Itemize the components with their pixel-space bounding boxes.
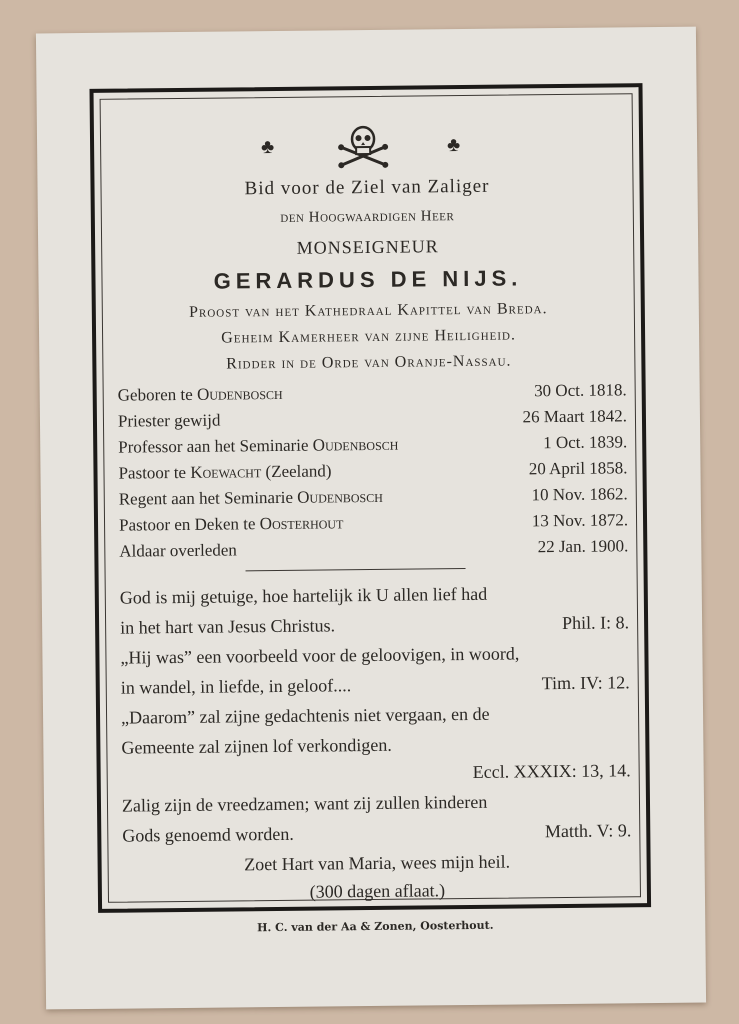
event-date: 26 Maart 1842. — [522, 406, 628, 427]
event-date: 20 April 1858. — [528, 458, 628, 479]
title-provost: Proost van het Kathedraal Kapittel van Breda. — [188, 300, 548, 321]
club-ornament-icon-left: ♣ — [260, 135, 275, 159]
verse-line: in het hart van Jesus Christus. Phil. I: 8. — [120, 612, 630, 638]
event-label: Aldaar overleden — [119, 540, 237, 561]
event-label: Regent aan het Seminarie Oudenbosch — [118, 486, 383, 509]
verse-line: Gods genoemd worden. Matth. V: 9. — [122, 820, 632, 846]
club-ornament-icon-right: ♣ — [446, 134, 461, 157]
verse-reference: Matth. V: 9. — [544, 820, 632, 842]
deceased-name: GERARDUS DE NIJS. — [213, 265, 523, 294]
verse-line — [122, 760, 631, 782]
event-date: 30 Oct. 1818. — [534, 380, 627, 401]
prayer-line: Zoet Hart van Maria, wees mijn heil. — [244, 851, 511, 875]
verse-reference: Tim. IV: 12. — [541, 672, 630, 694]
life-events — [118, 380, 629, 567]
event-label: Priester gewijd — [117, 410, 221, 431]
verse-line: in wandel, in liefde, in geloof.... Tim. IV: 12. — [120, 672, 630, 698]
event-label: Pastoor te Koewacht (Zeeland) — [118, 461, 332, 483]
verse-line: „Hij was” een voorbeeld voor de geloovigen, in woord, — [120, 643, 520, 668]
title-knight: Ridder in de Orde van Oranje-Nassau. — [226, 352, 512, 373]
title-chamberlain: Geheim Kamerheer van zijne Heiligheid. — [221, 326, 517, 347]
event-date: 1 Oct. 1839. — [543, 432, 628, 453]
event-date: 10 Nov. 1862. — [531, 484, 628, 505]
verse-line: God is mij getuige, hoe hartelijk ik U allen lief had — [119, 583, 488, 608]
verse-line: Gemeente zal zijnen lof verkondigen. — [121, 734, 392, 758]
event-row — [119, 536, 628, 567]
verse-reference: Phil. I: 8. — [561, 612, 630, 634]
skull-crossbones-icon — [333, 125, 393, 170]
printer-imprint: H. C. van der Aa & Zonen, Oosterhout. — [256, 918, 494, 935]
event-date: 22 Jan. 1900. — [537, 536, 629, 557]
mourning-border — [89, 83, 651, 913]
verse-reference: Eccl. XXXIX: 13, 14. — [472, 760, 631, 782]
indulgence-note: (300 dagen aflaat.) — [309, 880, 446, 902]
event-label: Professor aan het Seminarie Oudenbosch — [118, 434, 399, 457]
event-label: Pastoor en Deken te Oosterhout — [118, 513, 344, 535]
verse-line: „Daarom” zal zijne gedachtenis niet vergaan, en de — [120, 703, 490, 728]
separator-rule — [246, 568, 466, 571]
opening-line: Bid voor de Ziel van Zaliger — [244, 175, 490, 200]
event-date: 13 Nov. 1872. — [531, 510, 629, 531]
memorial-card — [36, 27, 706, 1010]
event-label: Geboren te Oudenbosch — [117, 383, 283, 405]
header-ornaments — [101, 122, 632, 168]
address-line: den Hoogwaardigen Heer — [280, 208, 455, 226]
verse-line: Zalig zijn de vreedzamen; want zij zullen kinderen — [121, 791, 488, 816]
inner-border — [100, 93, 641, 903]
honorific: MONSEIGNEUR — [296, 236, 439, 258]
